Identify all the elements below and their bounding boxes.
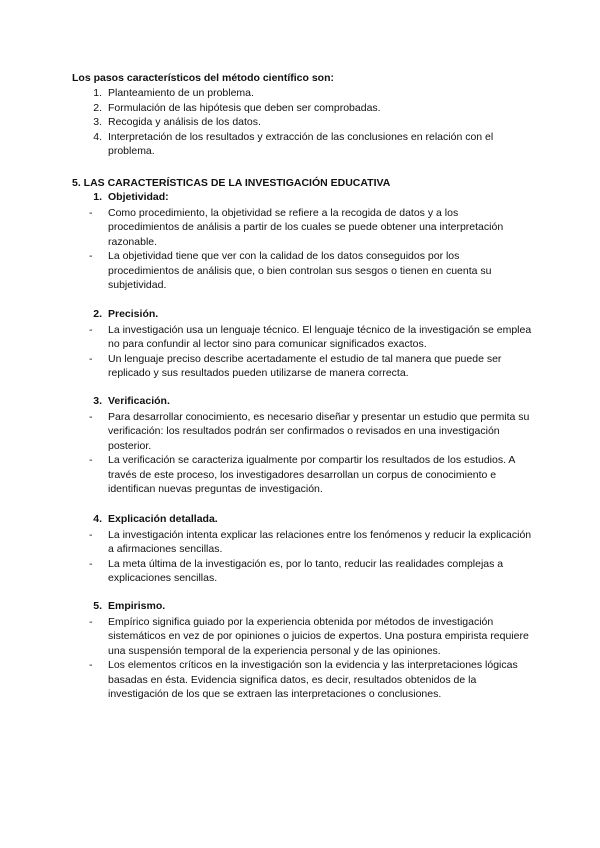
subsection-number: 2.	[93, 308, 102, 320]
bullet-text: La objetividad tiene que ver con la calidad de los datos conseguidos por los procedimientos de análisis que, o bien controlan sus sesgos o tienen en cuenta su subjetividad.	[108, 250, 492, 291]
bullet-item	[72, 658, 532, 702]
bullet-item	[72, 206, 532, 250]
dash-marker: -	[89, 352, 93, 365]
subsection-heading	[72, 599, 532, 614]
subsection-title: Verificación.	[108, 395, 170, 407]
bullet-text: La investigación intenta explicar las relaciones entre los fenómenos y reducir la explicación a afirmaciones sencillas.	[108, 528, 532, 555]
bullet-text: Para desarrollar conocimiento, es necesario diseñar y presentar un estudio que permita su verificación: los resultados podrán ser confirmados o revisados en una investigación posterior.	[108, 410, 530, 452]
subsection-heading	[72, 307, 532, 322]
subsection-title: Objetividad:	[108, 191, 169, 203]
dash-marker: -	[89, 323, 93, 336]
list-item	[72, 130, 532, 159]
bullet-item	[72, 557, 532, 586]
dash-marker: -	[89, 206, 93, 219]
subsection-number: 3.	[93, 395, 102, 407]
list-item	[72, 101, 532, 116]
bullet-item	[72, 352, 532, 381]
subsection-empirismo	[72, 599, 532, 702]
list-item-text: Planteamiento de un problema.	[108, 87, 254, 99]
subsection-explicacion-detallada	[72, 512, 532, 586]
subsection-number: 1.	[93, 191, 102, 203]
method-steps-list	[72, 86, 532, 159]
bullet-text: Como procedimiento, la objetividad se refiere a la recogida de datos y a los procedimientos de análisis a partir de los cuales se puede obtener una interpretación razonable.	[108, 206, 504, 248]
dash-marker: -	[89, 454, 93, 466]
dash-marker: -	[89, 659, 93, 671]
list-item-text: Recogida y análisis de los datos.	[108, 116, 261, 128]
subsection-number: 5.	[93, 600, 102, 612]
subsection-number: 4.	[93, 513, 102, 525]
bullet-item	[72, 528, 532, 557]
bullet-item	[72, 249, 532, 293]
dash-marker: -	[89, 615, 93, 628]
section-title: 5. LAS CARACTERÍSTICAS DE LA INVESTIGACIÓN EDUCATIVA	[72, 177, 391, 189]
bullet-text: La verificación se caracteriza igualmente por compartir los resultados de los estudios. A través de este proceso, los investigadores desarrollan un corpus de conocimiento e identifican nuevas preguntas de investigación.	[108, 454, 515, 495]
bullet-text: Empírico significa guiado por la experiencia obtenida por métodos de investigación sistemáticos en vez de por opiniones o juicios de expertos. Una postura empirista requiere una suspensión temporal de la experiencia personal y de las opiniones.	[108, 615, 529, 657]
list-item-number: 3.	[93, 116, 102, 128]
bullet-item	[72, 615, 532, 659]
bullet-text: La meta última de la investigación es, por lo tanto, reducir las realidades complejas a explicaciones sencillas.	[108, 557, 504, 584]
list-item-text: Interpretación de los resultados y extracción de las conclusiones en relación con el problema.	[108, 130, 494, 157]
bullet-text: Los elementos críticos en la investigación son la evidencia y las interpretaciones lógicas basadas en ésta. Evidencia significa datos, es decir, resultados obtenidos de la investigación de los que se extraen las interpretaciones o conclusiones.	[108, 659, 518, 700]
bullet-text: La investigación usa un lenguaje técnico. El lenguaje técnico de la investigación se emplea no para confundir al lector sino para comunicar significados exactos.	[108, 323, 532, 350]
bullet-text: Un lenguaje preciso describe acertadamente el estudio de tal manera que puede ser replicado y sus resultados pueden utilizarse de manera correcta.	[108, 352, 502, 379]
bullet-item	[72, 323, 532, 352]
dash-marker: -	[89, 528, 93, 541]
intro-heading: Los pasos característicos del método científico son:	[72, 72, 334, 84]
dash-marker: -	[89, 557, 93, 570]
list-item-text: Formulación de las hipótesis que deben ser comprobadas.	[108, 101, 381, 114]
subsection-title: Explicación detallada.	[108, 513, 218, 525]
subsection-title: Empirismo.	[108, 600, 166, 612]
list-item	[72, 115, 532, 130]
subsection-objetividad	[72, 190, 532, 293]
subsection-heading	[72, 394, 532, 409]
subsection-verificacion	[72, 394, 532, 497]
subsection-heading	[72, 190, 532, 205]
bullet-item	[72, 410, 532, 454]
subsection-heading	[72, 512, 532, 527]
dash-marker: -	[89, 410, 93, 423]
bullet-item	[72, 453, 532, 497]
list-item-number: 4.	[93, 130, 102, 143]
subsection-title: Precisión.	[108, 308, 159, 320]
dash-marker: -	[89, 250, 93, 262]
list-item-number: 1.	[93, 87, 102, 99]
subsection-precision	[72, 307, 532, 381]
list-item-number: 2.	[93, 101, 102, 114]
list-item	[72, 86, 532, 101]
